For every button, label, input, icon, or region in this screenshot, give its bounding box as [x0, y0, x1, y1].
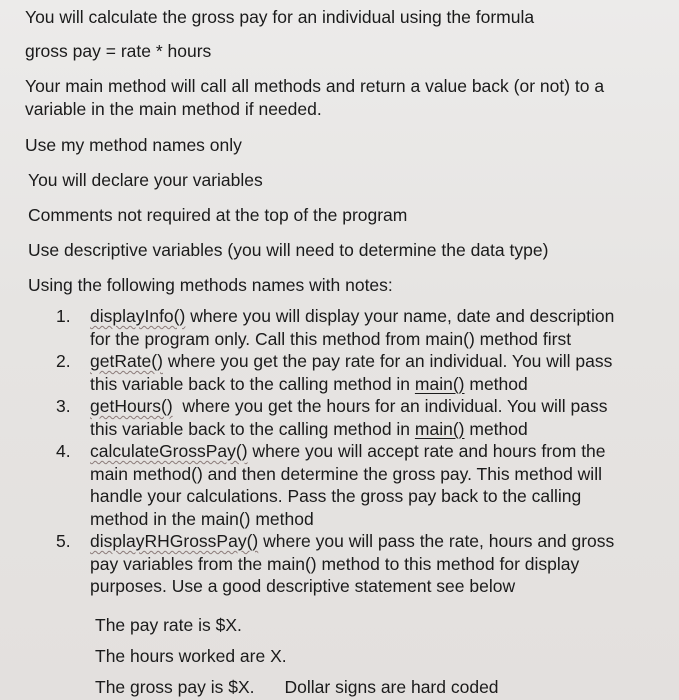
- list-item-line: [90, 305, 656, 328]
- intro-line-formula-instruction: You will calculate the gross pay for an individual using the formula: [25, 7, 535, 27]
- intro-line-methods-heading: Using the following methods names with notes:: [28, 275, 393, 295]
- list-item-display-rh-gross-pay: [56, 530, 656, 598]
- main-method-reference: main(): [414, 418, 465, 439]
- list-item-line: handle your calculations. Pass the gross pay back to the calling: [90, 486, 582, 506]
- intro-line-declare-variables: You will declare your variables: [28, 170, 263, 190]
- list-item-text: this variable back to the calling method in: [90, 418, 415, 439]
- intro-line-main-method-1: Your main method will call all methods and return a value back (or not) to a: [25, 76, 605, 96]
- example-output-gross: The gross pay is $X.: [95, 677, 255, 697]
- list-item-line: [90, 440, 656, 463]
- list-item-text: where you will accept rate and hours from the: [247, 441, 606, 461]
- list-item-calculate-gross-pay: [56, 440, 656, 530]
- list-item-get-hours: [56, 395, 656, 440]
- intro-line-formula: gross pay = rate * hours: [25, 41, 212, 61]
- list-item-number: 3.: [56, 396, 71, 416]
- list-item-line: [90, 395, 656, 418]
- method-name-display-rh-gross-pay: displayRHGrossPay(): [90, 531, 259, 551]
- intro-line-descriptive-variables: Use descriptive variables (you will need to determine the data type): [28, 240, 549, 260]
- list-item-line: [90, 350, 656, 373]
- intro-line-main-method-2: variable in the main method if needed.: [25, 99, 322, 119]
- example-output-hours: The hours worked are X.: [95, 646, 287, 666]
- dollar-sign-note: Dollar signs are hard coded: [284, 677, 499, 697]
- method-list: [56, 305, 656, 598]
- list-item-text: where you will display your name, date and description: [185, 306, 615, 326]
- method-name-get-hours: getHours(): [90, 396, 173, 416]
- list-item-line: [90, 373, 656, 396]
- list-item-text: where you get the pay rate for an individual. You will pass: [162, 351, 613, 371]
- list-item-text: where you will pass the rate, hours and gross: [258, 531, 615, 551]
- list-item-line: [90, 418, 656, 441]
- list-item-line: [90, 530, 656, 553]
- list-item-line: for the program only. Call this method from main() method first: [90, 328, 572, 349]
- method-name-get-rate: getRate(): [90, 351, 163, 371]
- example-output-pay-rate: The pay rate is $X.: [95, 615, 242, 635]
- intro-line-comments: Comments not required at the top of the program: [28, 205, 408, 225]
- method-name-display-info: displayInfo(): [90, 306, 186, 326]
- list-item-text: method: [464, 418, 528, 439]
- list-item-number: 1.: [56, 306, 71, 326]
- list-item-number: 5.: [56, 531, 71, 551]
- list-item-line: main method() and then determine the gross pay. This method will: [90, 463, 602, 484]
- intro-line-method-names: Use my method names only: [25, 135, 242, 155]
- list-item-line: purposes. Use a good descriptive statement see below: [90, 576, 516, 596]
- list-item-get-rate: [56, 350, 656, 395]
- list-item-display-info: [56, 305, 656, 350]
- method-name-calculate-gross-pay: calculateGrossPay(): [90, 441, 248, 461]
- list-item-number: 2.: [56, 351, 71, 371]
- list-item-text: method: [464, 373, 528, 394]
- list-item-text: this variable back to the calling method in: [90, 373, 415, 394]
- list-item-line: pay variables from the main() method to this method for display: [90, 553, 580, 574]
- list-item-number: 4.: [56, 441, 71, 461]
- main-method-reference: main(): [414, 373, 465, 394]
- example-output-gross-line: [95, 676, 499, 698]
- list-item-text: where you get the hours for an individual. You will pass: [172, 396, 608, 416]
- list-item-line: method in the main() method: [90, 508, 314, 529]
